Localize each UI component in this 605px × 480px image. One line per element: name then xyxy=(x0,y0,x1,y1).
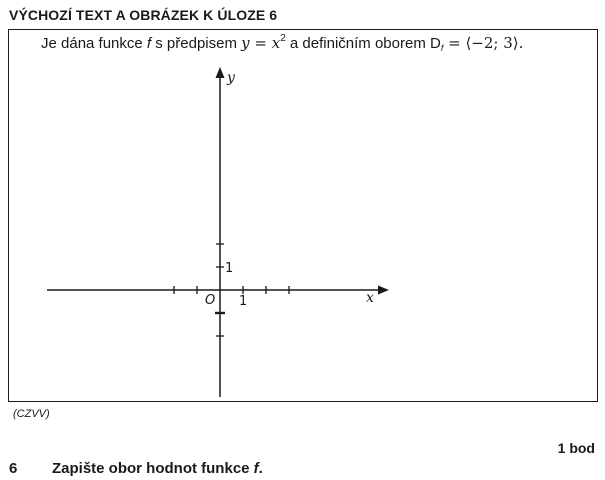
x-axis-arrow xyxy=(378,286,389,295)
task-number: 6 xyxy=(9,460,18,477)
formula-exponent: 2 xyxy=(280,33,286,44)
intro-function-name: f xyxy=(146,35,152,52)
domain-subscript: f xyxy=(440,43,444,53)
points-label: 1 bod xyxy=(557,440,595,456)
intro-text-middle: s předpisem xyxy=(151,35,242,52)
task-text xyxy=(52,460,263,477)
y-axis-label: y xyxy=(227,70,235,86)
x-tick-label-1: 1 xyxy=(239,294,248,309)
intro-text-domain: a definičním oborem D xyxy=(285,35,441,52)
intro-text-before: Je dána funkce xyxy=(41,35,147,52)
source-label: (CZVV) xyxy=(13,408,50,420)
formula-lhs: y = x xyxy=(241,34,281,52)
task-text-before: Zapište obor hodnot funkce xyxy=(52,460,254,477)
section-heading: VÝCHOZÍ TEXT A OBRÁZEK K ÚLOZE 6 xyxy=(9,7,278,23)
x-axis-label: x xyxy=(366,290,374,306)
task-function-name: f xyxy=(253,460,259,477)
y-tick-label-1: 1 xyxy=(225,261,234,276)
y-axis-arrow xyxy=(216,67,225,78)
origin-label: O xyxy=(205,293,216,308)
task-text-after: . xyxy=(258,460,263,477)
domain-value: = ⟨−2; 3⟩. xyxy=(443,34,524,52)
